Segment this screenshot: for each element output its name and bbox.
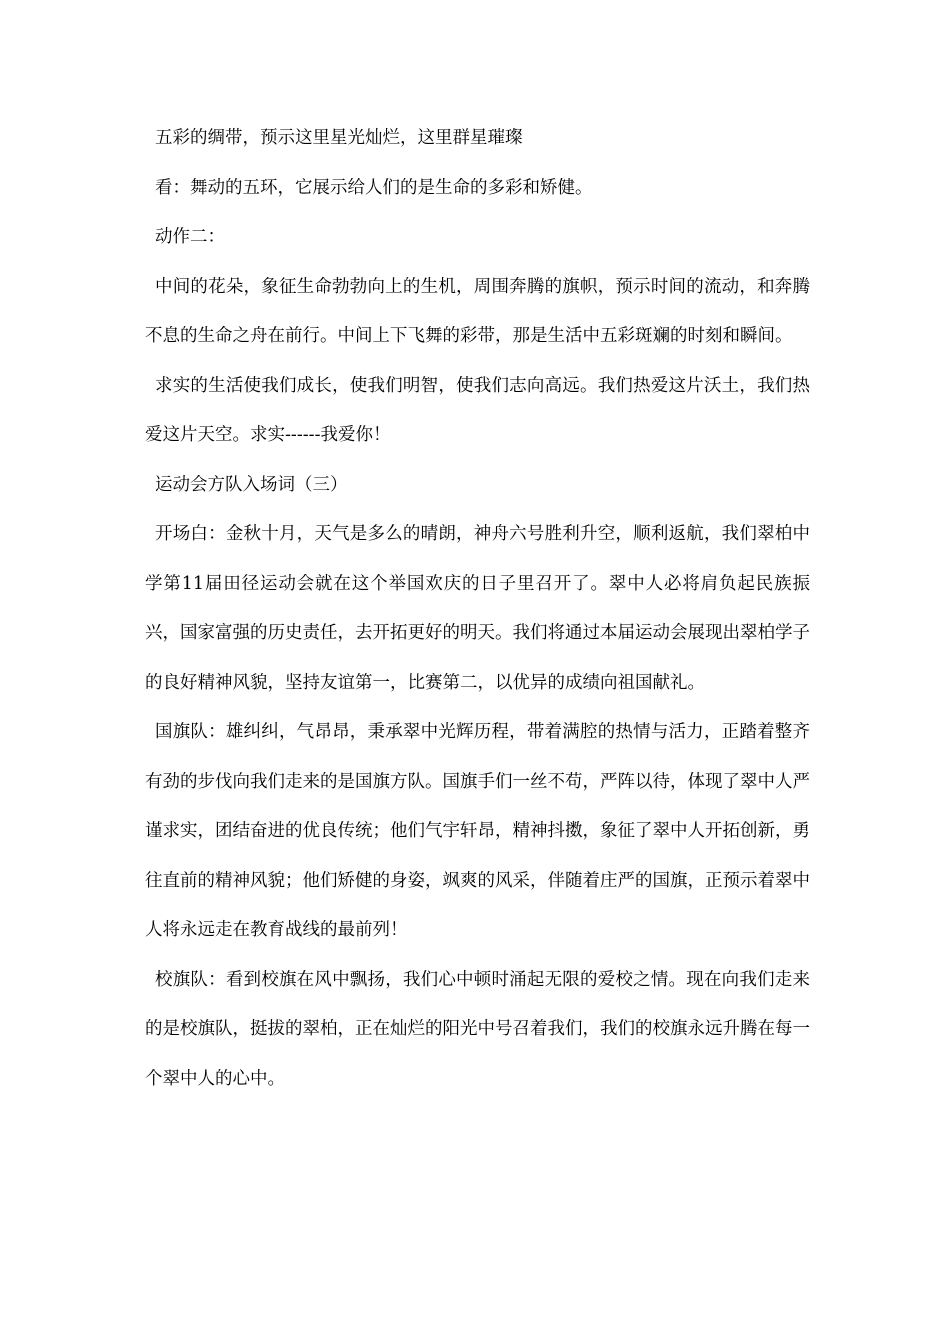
paragraph-qiushi: 求实的生活使我们成长，使我们明智，使我们志向高远。我们热爱这片沃土，我们热爱这片天空。求实------我爱你！ — [145, 375, 810, 445]
paragraph-opening: 开场白：金秋十月，天气是多么的晴朗，神舟六号胜利升空，顺利返航，我们翠柏中学第11届田径运动会就在这个举国欢庆的日子里召开了。翠中人必将肩负起民族振兴，国家富强的历史责任，去开拓更好的明天。我们将通过本届运动会展现出翠柏学子的良好精神风貌，坚持友谊第一，比赛第二，以优异的成绩向祖国献礼。 — [145, 524, 810, 693]
section-heading: 运动会方队入场词（三） — [155, 474, 348, 495]
paragraph-five-rings: 看：舞动的五环，它展示给人们的是生命的多彩和矫健。 — [155, 177, 593, 198]
document-page — [145, 114, 810, 1104]
paragraph-flower: 中间的花朵，象征生命勃勃向上的生机，周围奔腾的旗帜，预示时间的流动，和奔腾不息的生命之舟在前行。中间上下飞舞的彩带，那是生活中五彩斑斓的时刻和瞬间。 — [145, 276, 810, 346]
paragraph-national-flag-team: 国旗队：雄纠纠，气昂昂，秉承翠中光辉历程，带着满腔的热情与活力，正踏着整齐有劲的步伐向我们走来的是国旗方队。国旗手们一丝不苟，严阵以待，体现了翠中人严谨求实，团结奋进的优良传统；他们气宇轩昂，精神抖擞，象征了翠中人开拓创新，勇往直前的精神风貌；他们矫健的身姿，飒爽的风采，伴随着庄严的国旗，正预示着翠中人将永远走在教育战线的最前列！ — [145, 722, 810, 940]
paragraph-action-two: 动作二： — [155, 227, 225, 247]
paragraph-school-flag-team: 校旗队：看到校旗在风中飘扬，我们心中顿时涌起无限的爱校之情。现在向我们走来的是校旗队，挺拔的翠柏，正在灿烂的阳光中号召着我们，我们的校旗永远升腾在每一个翠中人的心中。 — [145, 969, 810, 1089]
paragraph-ribbon: 五彩的绸带，预示这里星光灿烂，这里群星璀璨 — [155, 128, 523, 148]
